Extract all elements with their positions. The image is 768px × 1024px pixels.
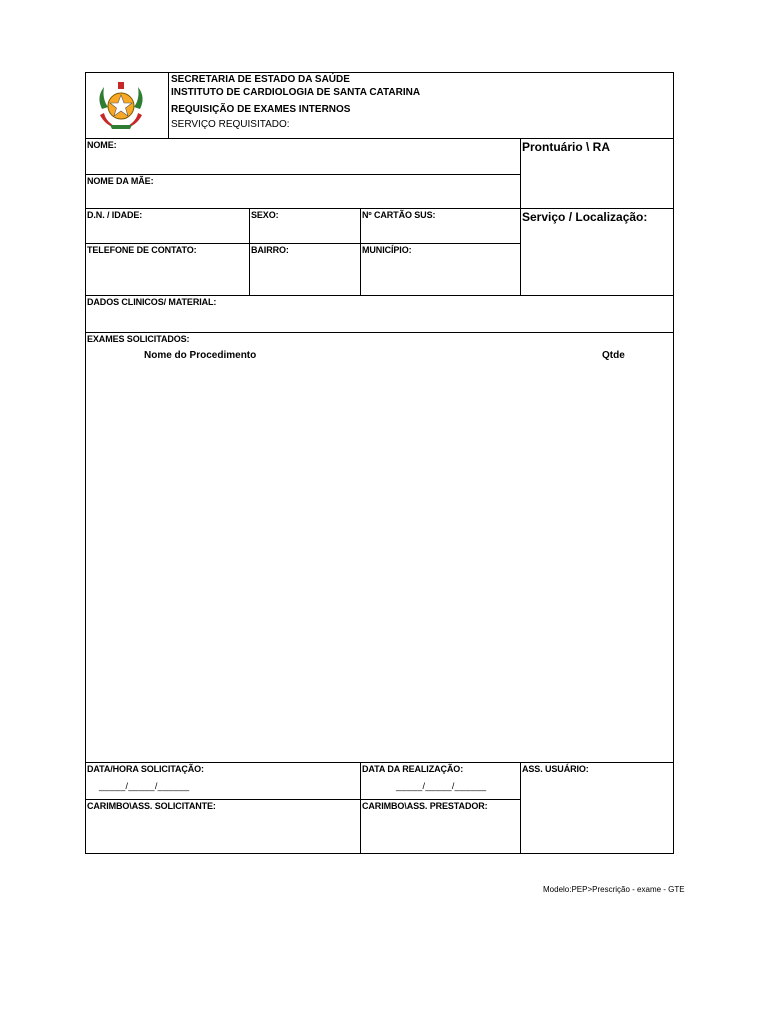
bottom-col-divider-1 [360,762,361,853]
field-servico-localizacao-label: Serviço / Localização: [522,210,648,224]
date-solicitacao-blank: _____/_____/______ [99,781,190,791]
header-requisicao: REQUISIÇÃO DE EXAMES INTERNOS [171,104,351,115]
row-line-telefone [86,295,673,296]
logo-divider [168,73,169,138]
field-telefone-label: TELEFONE DE CONTATO: [87,245,197,255]
col-divider-2 [360,208,361,295]
model-footer: Modelo:PEP>Prescrição - exame - GTE [543,885,685,894]
field-nome-mae-label: NOME DA MÃE: [87,176,154,186]
row-line-nome-mae [86,208,673,209]
header-secretaria: SECRETARIA DE ESTADO DA SAÚDE [171,74,350,85]
field-dados-clinicos-label: DADOS CLINICOS/ MATERIAL: [87,297,217,307]
bottom-col-divider-2 [520,762,521,853]
field-bairro-label: BAIRRO: [251,245,289,255]
date-realizacao-blank: _____/_____/______ [396,781,487,791]
field-nome-label: NOME: [87,140,117,150]
field-data-realizacao-label: DATA DA REALIZAÇÃO: [362,764,464,774]
procedure-name-header: Nome do Procedimento [144,350,257,361]
row-line-dn [86,243,520,244]
quantity-header: Qtde [602,350,625,361]
state-coat-of-arms-icon [92,79,150,134]
field-carimbo-solicitante-label: CARIMBO\ASS. SOLICITANTE: [87,801,216,811]
row-line-nome [86,174,520,175]
field-cartao-sus-label: Nº CARTÃO SUS: [362,210,436,220]
field-dn-idade-label: D.N. / IDADE: [87,210,143,220]
row-line-datas [86,799,520,800]
header-instituto: INSTITUTO DE CARDIOLOGIA DE SANTA CATARINA [171,87,421,98]
field-exames-solicitados-label: EXAMES SOLICITADOS: [87,334,190,344]
exam-request-form [85,72,674,854]
header-bottom-line [86,138,673,139]
row-line-dados-clinicos [86,332,673,333]
field-carimbo-prestador-label: CARIMBO\ASS. PRESTADOR: [362,801,488,811]
right-column-divider [520,138,521,295]
field-sexo-label: SEXO: [251,210,279,220]
col-divider-1 [249,208,250,295]
header-servico-requisitado: SERVIÇO REQUISITADO: [171,119,290,130]
field-ass-usuario-label: ASS. USUÁRIO: [522,764,589,774]
field-data-hora-solicitacao-label: DATA/HORA SOLICITAÇÃO: [87,764,204,774]
field-prontuario-label: Prontuário \ RA [522,140,611,154]
field-municipio-label: MUNICÍPIO: [362,245,412,255]
row-line-exames [86,762,673,763]
